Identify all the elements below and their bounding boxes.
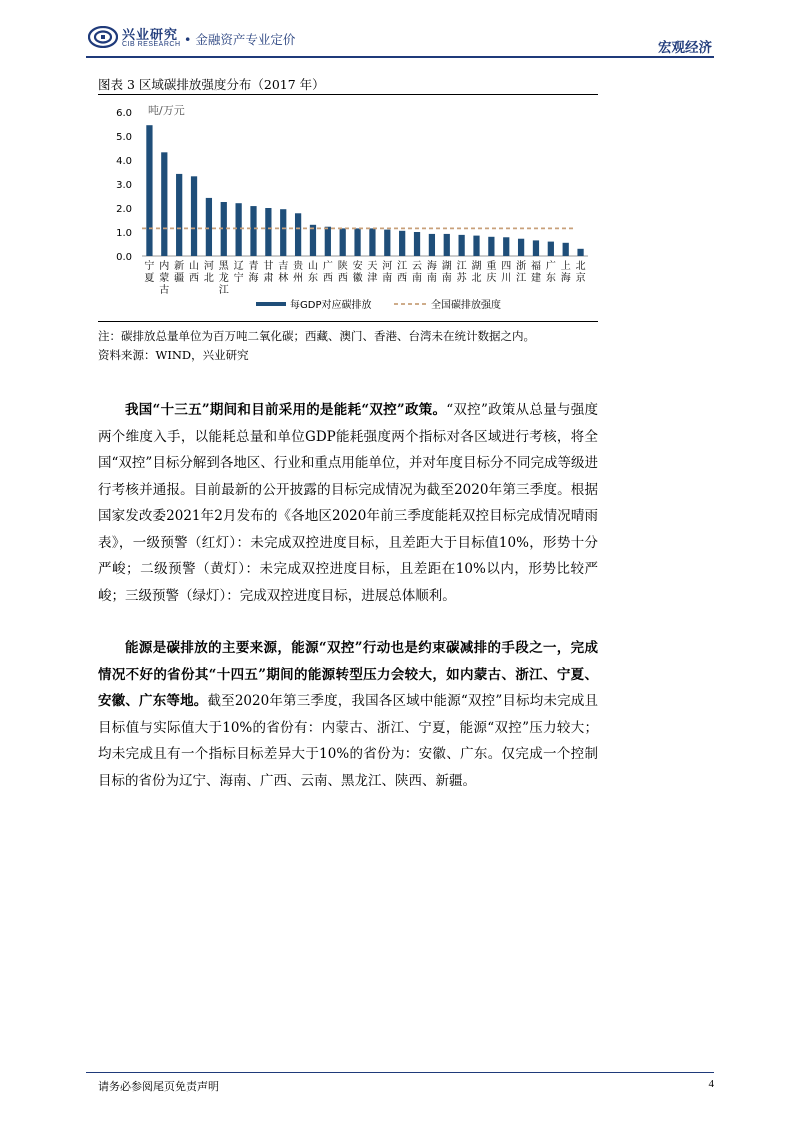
- legend-label: 每GDP对应碳排放: [290, 300, 372, 311]
- bar: [369, 228, 375, 256]
- x-tick-label: 江西: [397, 261, 408, 284]
- y-tick-label: 0.0: [116, 252, 132, 263]
- bar: [280, 209, 286, 256]
- chart-canvas: [98, 95, 598, 321]
- paragraph-2-lead: 能源是碳排放的主要来源，能源“双控”行动也是约束碳减排的手段之一，完成情况不好的省份其“十四五”期间的能源转型压力会较大，如内蒙古、浙江、宁夏、安徽、广东等地。: [98, 640, 598, 709]
- x-tick-label: 甘肃: [263, 261, 274, 284]
- x-tick-label: 浙江: [516, 261, 527, 284]
- figure-title: 图表 3 区域碳排放强度分布（2017 年）: [98, 77, 325, 92]
- y-tick-label: 3.0: [116, 180, 132, 191]
- x-tick-label: 湖北: [471, 261, 482, 284]
- x-tick-label: 湖南: [441, 261, 452, 284]
- paragraph-1-lead: 我国“十三五”期间和目前采用的是能耗“双控”政策。: [125, 402, 447, 418]
- x-tick-label: 河北: [203, 261, 214, 284]
- bar: [265, 208, 271, 256]
- x-tick-label: 江苏: [456, 261, 467, 284]
- bar: [191, 176, 197, 256]
- x-tick-label: 黑龙江: [218, 261, 229, 296]
- section-title: 宏观经济: [658, 40, 712, 56]
- x-tick-label: 安徽: [352, 261, 363, 284]
- x-tick-label: 天津: [367, 261, 378, 284]
- y-tick-label: 5.0: [116, 132, 132, 143]
- bar: [295, 213, 301, 256]
- paragraph-1-body: “双控”政策从总量与强度两个维度入手，以能耗总量和单位GDP能耗强度两个指标对各区域进行考核，将全国“双控”目标分解到各地区、行业和重点用能单位，并对年度目标分不同完成等级进行考核并通报。目前最新的公开披露的目标完成情况为截至2020年第三季度。根据国家发改委2021年2月发布的《各地区2020年前三季度能耗双控目标完成情况晴雨表》，一级预警（红灯）：未完成双控进度目标，且差距大于目标值10%，形势十分严峻；二级预警（黄灯）：未完成双控进度目标，且差距在10%以内，形势比较严峻；三级预警（绿灯）：完成双控进度目标，进展总体顺利。: [98, 402, 598, 604]
- bar: [444, 234, 450, 256]
- x-tick-label: 四川: [501, 261, 512, 284]
- bar: [384, 230, 390, 256]
- x-tick-label: 福建: [530, 261, 541, 284]
- figure-note: 注：碳排放总量单位为百万吨二氧化碳；西藏、澳门、香港、台湾未在统计数据之内。: [98, 329, 535, 343]
- bar: [236, 203, 242, 256]
- paragraph-2: [98, 635, 598, 794]
- bar: [146, 125, 152, 256]
- brand-tagline: • 金融资产专业定价: [184, 32, 296, 47]
- x-tick-label: 吉林: [278, 261, 289, 284]
- x-tick-label: 内蒙古: [159, 261, 170, 296]
- header-divider: [86, 56, 714, 58]
- bar: [548, 242, 554, 256]
- bar: [503, 237, 509, 256]
- footer-divider: [86, 1072, 714, 1073]
- paragraph-2-body: 截至2020年第三季度，我国各区域中能源“双控”目标均未完成且目标值与实际值大于10%的省份有：内蒙古、浙江、宁夏，能源“双控”压力较大；均未完成且有一个指标目标差异大于10%的省份为：安徽、广东。仅完成一个控制目标的省份为辽宁、海南、广西、云南、黑龙江、陕西、新疆。: [98, 693, 598, 789]
- x-tick-label: 山东: [307, 261, 318, 284]
- x-tick-label: 河南: [382, 261, 393, 284]
- bar: [340, 228, 346, 256]
- x-tick-label: 新疆: [174, 261, 185, 284]
- x-tick-label: 云南: [412, 261, 423, 284]
- x-tick-label: 广西: [322, 261, 333, 284]
- page-number: 4: [708, 1078, 714, 1090]
- bar: [563, 243, 569, 256]
- y-tick-label: 2.0: [116, 204, 132, 215]
- legend-label: 全国碳排放强度: [431, 300, 501, 311]
- carbon-intensity-chart: [98, 95, 598, 321]
- bar: [206, 198, 212, 256]
- cib-logo-icon: [88, 26, 118, 48]
- brand-name: 兴业研究: [122, 28, 179, 43]
- x-tick-label: 广东: [545, 261, 556, 284]
- figure-bottom-rule: [98, 321, 598, 322]
- bar: [310, 225, 316, 256]
- x-tick-label: 贵州: [293, 261, 304, 284]
- bar: [577, 249, 583, 256]
- bar: [533, 240, 539, 256]
- bar: [161, 152, 167, 256]
- bar: [325, 227, 331, 256]
- x-tick-label: 重庆: [486, 261, 497, 284]
- x-tick-label: 山西: [189, 261, 200, 284]
- x-tick-label: 宁夏: [144, 261, 155, 284]
- page-header: [86, 22, 714, 60]
- bar: [473, 236, 479, 256]
- y-tick-label: 1.0: [116, 228, 132, 239]
- bar: [250, 206, 256, 256]
- x-tick-label: 青海: [248, 261, 259, 284]
- bar: [459, 235, 465, 256]
- x-tick-label: 北京: [575, 261, 586, 284]
- bar: [414, 232, 420, 256]
- x-tick-label: 辽宁: [233, 261, 244, 284]
- x-tick-label: 海南: [426, 261, 437, 284]
- brand-name-en: CIB RESEARCH: [122, 41, 181, 48]
- bar: [354, 228, 360, 256]
- x-tick-label: 上海: [560, 261, 571, 284]
- legend-swatch-bar: [256, 302, 286, 306]
- paragraph-1: [98, 397, 598, 609]
- figure-source: 资料来源：WIND，兴业研究: [98, 348, 249, 362]
- figure-notes: [98, 327, 535, 365]
- y-axis-label: 吨/万元: [148, 104, 185, 117]
- bar: [429, 234, 435, 256]
- bar: [488, 237, 494, 256]
- bar: [176, 174, 182, 256]
- bar: [399, 231, 405, 256]
- bar: [518, 239, 524, 256]
- y-tick-label: 4.0: [116, 156, 132, 167]
- x-tick-label: 陕西: [337, 261, 348, 284]
- y-tick-label: 6.0: [116, 108, 132, 119]
- footer-disclaimer: 请务必参阅尾页免责声明: [98, 1080, 219, 1093]
